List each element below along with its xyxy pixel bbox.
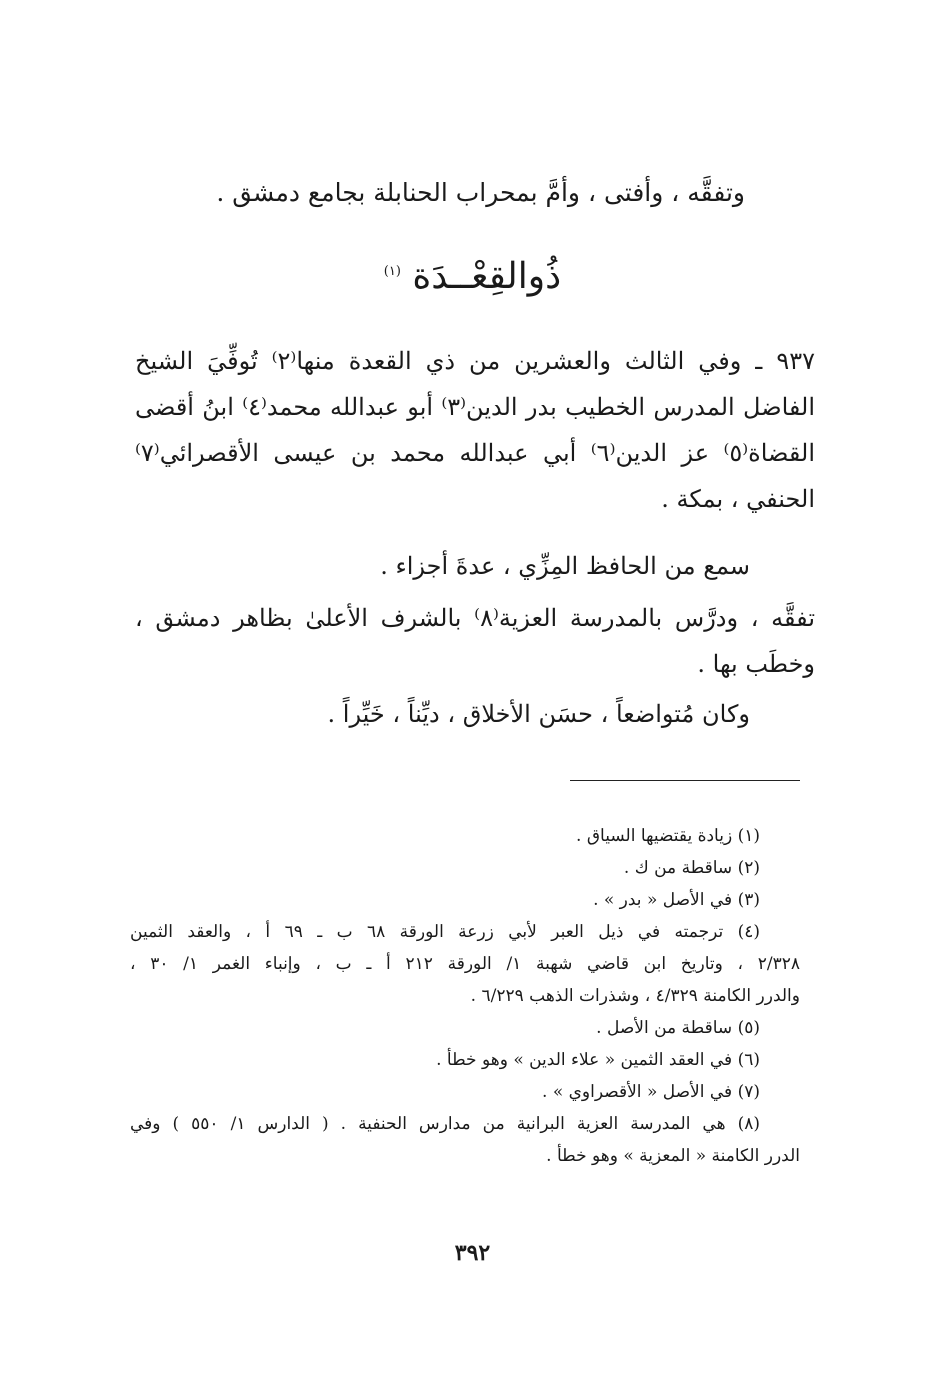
entry-line: الحنفي ، بمكة .	[661, 485, 815, 513]
chapter-title: ذُوالقِعْــدَة	[412, 256, 562, 297]
footnote-continuation: الدرر الكامنة « المعزية » وهو خطأ .	[546, 1146, 800, 1166]
entry-937	[135, 338, 815, 522]
entry-line: القضاة⁽٥⁾ عز الدين⁽٦⁾ أبي عبدالله محمد بن عيسى الأقصرائي⁽٧⁾	[135, 439, 815, 467]
footnote: (٣) في الأصل « بدر » .	[593, 890, 760, 910]
footnote: (٤) ترجمته في ذيل العبر لأبي زرعة الورقة ٦٨ ب ـ ٦٩ أ ، والعقد الثمين	[130, 922, 761, 942]
footnote: (٦) في العقد الثمين « علاء الدين » وهو خطأ .	[436, 1050, 760, 1070]
footnote-divider	[570, 780, 800, 781]
entry-line: ٩٣٧ ـ وفي الثالث والعشرين من ذي القعدة منها⁽٢⁾ تُوفِّيَ الشيخ	[135, 347, 815, 375]
page-number: ٣٩٢	[454, 1240, 491, 1266]
footnote: (٧) في الأصل « الأقصراوي » .	[542, 1082, 760, 1102]
entry-line: الفاضل المدرس الخطيب بدر الدين⁽٣⁾ أبو عبدالله محمد⁽٤⁾ ابنُ أقضى	[135, 393, 816, 421]
footnote-continuation: ٢/٣٢٨ ، وتاريخ ابن قاضي شهبة ١/ الورقة ٢١٢ أ ـ ب ، وإنباء الغمر ١/ ٣٠ ،	[130, 954, 800, 974]
chapter-heading	[0, 256, 945, 297]
footnote: (٨) هي المدرسة العزية البرانية من مدارس الحنفية . ( الدارس ١/ ٥٥٠ ) وفي	[130, 1114, 760, 1134]
paragraph-character: وكان مُتواضعاً ، حسَن الأخلاق ، ديِّناً ، خَيِّراً .	[327, 700, 750, 728]
paragraph-heard: سمع من الحافظ المِزِّي ، عدةَ أجزاء .	[380, 552, 750, 580]
opening-line: وتفقَّه ، وأفتى ، وأمَّ بمحراب الحنابلة بجامع دمشق .	[216, 178, 745, 207]
paragraph-studied-continued: وخطَب بها .	[697, 650, 815, 678]
footnotes	[130, 820, 800, 1172]
footnote: (٢) ساقطة من ك .	[623, 858, 760, 878]
footnote: (١) زيادة يقتضيها السياق .	[576, 826, 760, 846]
paragraph-studied: تفقَّه ، ودرَّس بالمدرسة العزية⁽٨⁾ بالشرف الأعلىٰ بظاهر دمشق ،	[135, 604, 816, 632]
footnote-continuation: والدرر الكامنة ٤/٣٢٩ ، وشذرات الذهب ٦/٢٢٩ .	[470, 986, 800, 1006]
chapter-footnote-mark: (١)	[383, 264, 401, 279]
footnote: (٥) ساقطة من الأصل .	[596, 1018, 760, 1038]
